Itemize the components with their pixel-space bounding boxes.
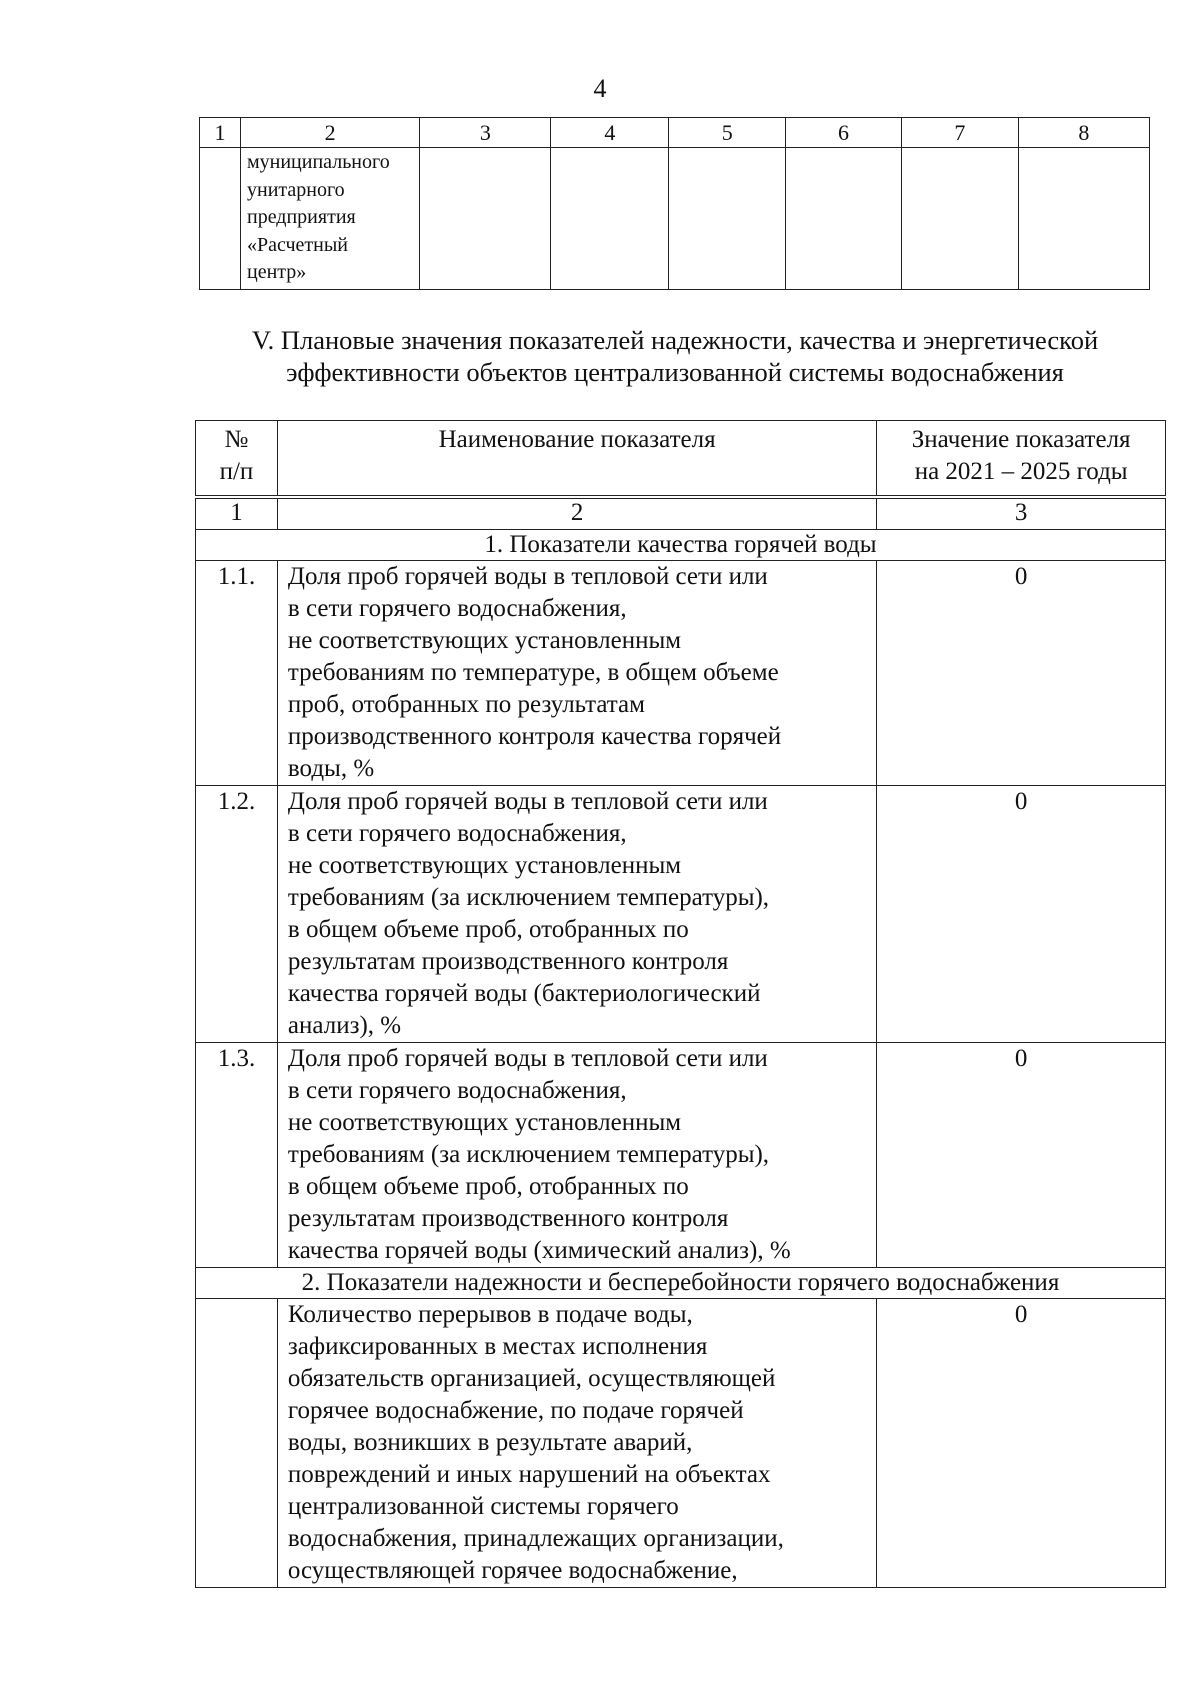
row-text: Доля проб горячей воды в тепловой сети или в сети горячего водоснабжения, не соответствующих установленным требованиям по температуре, в общем объеме проб, отобранных по результатам производственного контроля качества горячей воды, % — [277, 561, 876, 786]
continuation-table — [199, 117, 1150, 290]
table1-header-cell: 5 — [669, 118, 786, 148]
table1-cell — [551, 148, 669, 290]
table1-header-row — [200, 118, 1150, 148]
header-value: Значение показателя на 2021 – 2025 годы — [877, 421, 1166, 498]
row-text: Количество перерывов в подаче воды, зафиксированных в местах исполнения обязательств организацией, осуществляющей горячее водоснабжение, по подаче горячей воды, возникших в результате аварий, повреждений и иных нарушений на объектах централизованной системы горячего водоснабжения, принадлежащих организации, осуществляющей горячее водоснабжение, — [277, 1299, 876, 1588]
column-number: 1 — [196, 497, 278, 530]
table1-header-cell: 8 — [1018, 118, 1149, 148]
row-value: 0 — [877, 1299, 1166, 1588]
section-heading: V. Плановые значения показателей надежности, качества и энергетической эффективности объектов централизованной системы водоснабжения — [251, 325, 1099, 387]
table1-cell — [420, 148, 551, 290]
page-number: 4 — [593, 74, 607, 103]
table1-header-cell: 1 — [200, 118, 241, 148]
row-text: Доля проб горячей воды в тепловой сети или в сети горячего водоснабжения, не соответствующих установленным требованиям (за исключением температуры), в общем объеме проб, отобранных по результатам производственного контроля качества горячей воды (бактериологический анализ), % — [277, 786, 876, 1043]
table1-cell — [901, 148, 1018, 290]
table2-column-numbers — [196, 497, 1166, 530]
table1-cell — [786, 148, 902, 290]
table-row — [196, 561, 1166, 786]
organization-name: муниципального унитарного предприятия «Расчетный центр» — [246, 151, 390, 283]
header-name: Наименование показателя — [277, 421, 876, 498]
table-row — [196, 1043, 1166, 1268]
row-number — [196, 1299, 278, 1588]
row-number: 1.3. — [196, 1043, 278, 1268]
table2-header-row — [196, 421, 1166, 498]
column-number: 2 — [277, 497, 876, 530]
table1-row — [200, 148, 1150, 290]
table1-header-cell: 2 — [240, 118, 419, 148]
section-row — [196, 1268, 1166, 1299]
section2-title: 2. Показатели надежности и бесперебойности горячего водоснабжения — [196, 1268, 1166, 1299]
table1-header-cell: 7 — [901, 118, 1018, 148]
row-text: Доля проб горячей воды в тепловой сети или в сети горячего водоснабжения, не соответствующих установленным требованиям (за исключением температуры), в общем объеме проб, отобранных по результатам производственного контроля качества горячей воды (химический анализ), % — [277, 1043, 876, 1268]
table1-header-cell: 4 — [551, 118, 669, 148]
table1-cell — [200, 148, 241, 290]
row-number: 1.2. — [196, 786, 278, 1043]
section-row — [196, 530, 1166, 561]
table1-header-cell: 6 — [786, 118, 902, 148]
row-value: 0 — [877, 786, 1166, 1043]
table-row — [196, 786, 1166, 1043]
column-number: 3 — [877, 497, 1166, 530]
table-row — [196, 1299, 1166, 1588]
section1-title: 1. Показатели качества горячей воды — [196, 530, 1166, 561]
table1-cell — [240, 148, 419, 290]
table1-header-cell: 3 — [420, 118, 551, 148]
row-number: 1.1. — [196, 561, 278, 786]
indicators-table — [195, 420, 1166, 1588]
table1-cell — [669, 148, 786, 290]
table1-cell — [1018, 148, 1149, 290]
row-value: 0 — [877, 1043, 1166, 1268]
row-value: 0 — [877, 561, 1166, 786]
header-num: № п/п — [196, 421, 278, 498]
